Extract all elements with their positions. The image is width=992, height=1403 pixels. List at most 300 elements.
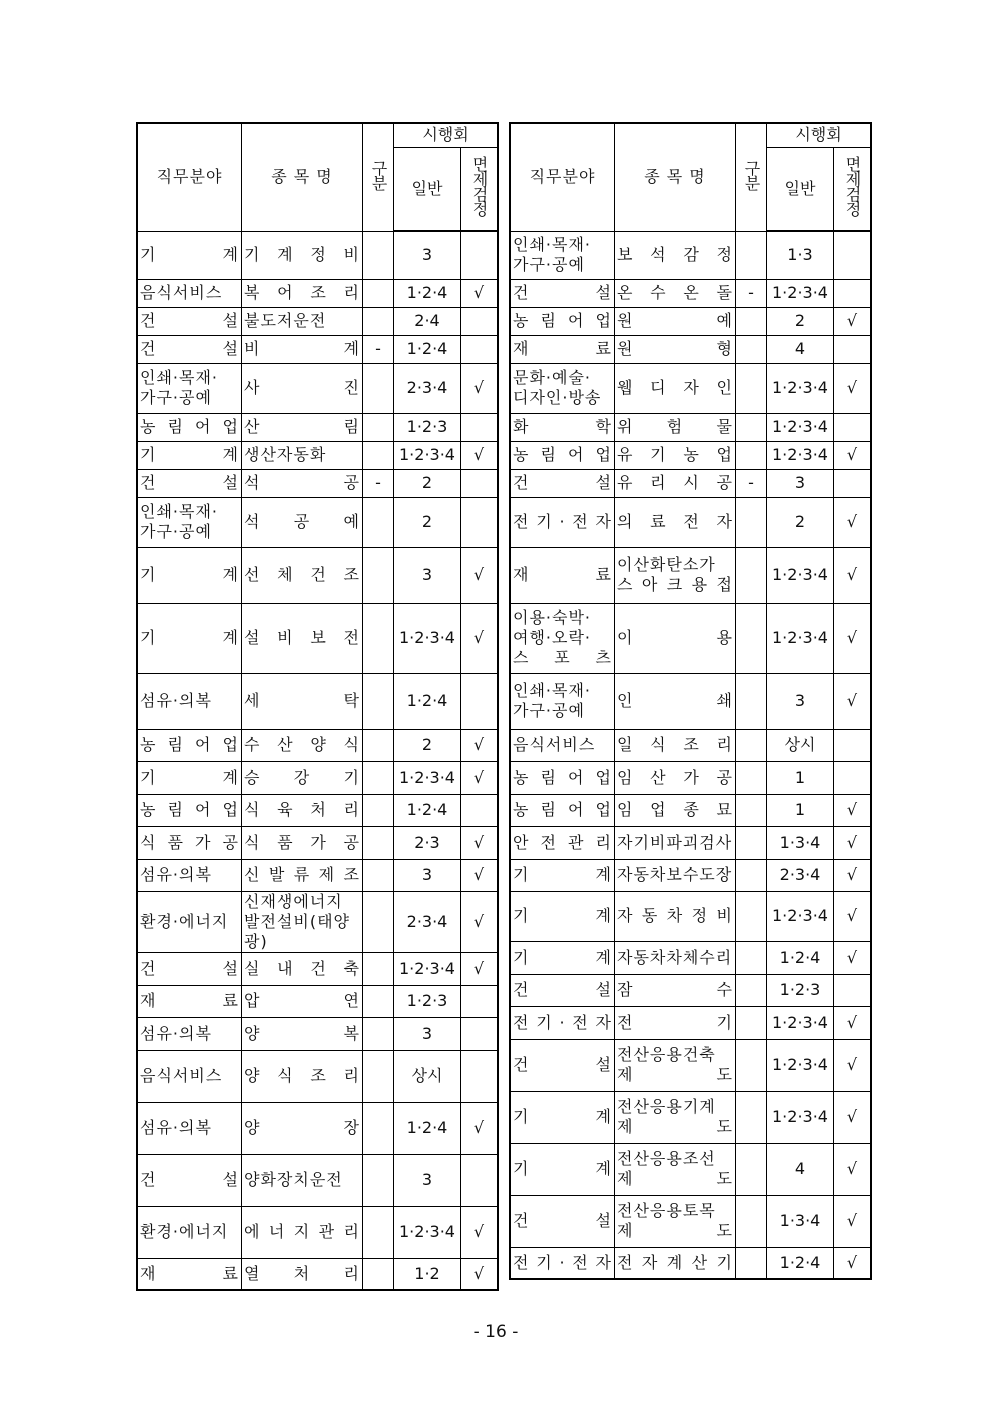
cell-name: [615, 974, 736, 1006]
header-field: [137, 123, 242, 231]
cell-name-line: 이 용: [617, 628, 733, 647]
cell-general: 1·2·3·4: [767, 891, 834, 941]
cell-division: [363, 1050, 394, 1102]
cell-division: [363, 729, 394, 761]
header-division-label: 구분: [742, 159, 761, 190]
left-table-body: [137, 231, 498, 1290]
cell-division: [363, 279, 394, 307]
cell-field-line: 기 계: [140, 767, 239, 787]
table-row: [510, 1143, 871, 1195]
cell-field: [137, 761, 242, 794]
cell-general: 2·3·4: [394, 891, 461, 952]
cell-name: [615, 859, 736, 891]
cell-general: 1·2·3·4: [767, 603, 834, 673]
cell-field: [510, 231, 615, 279]
cell-field-line: 농 림 어 업: [140, 800, 239, 819]
cell-field: [137, 1050, 242, 1102]
cell-field: [137, 413, 242, 441]
cell-name: [242, 891, 363, 952]
cell-name: [242, 859, 363, 891]
cell-general: 1·2·4: [394, 1102, 461, 1154]
cell-field-line: 인쇄·목재·: [140, 368, 218, 387]
cell-field-line: 스 포 츠: [513, 648, 612, 667]
cell-name: [615, 547, 736, 603]
cell-field-line: 가구·공예: [140, 522, 212, 541]
cell-general: 1·2·3·4: [394, 441, 461, 469]
cell-name-line: 복 어 조 리: [244, 283, 360, 302]
cell-field: [510, 1039, 615, 1091]
cell-field: [137, 985, 242, 1017]
cell-name: [615, 279, 736, 307]
cell-name: [615, 1091, 736, 1143]
cell-name: [615, 231, 736, 279]
cell-exempt: √: [461, 279, 499, 307]
cell-general: 2: [767, 497, 834, 547]
cell-exempt: [834, 729, 872, 761]
cell-field-line: 기 계: [140, 565, 239, 584]
cell-field: [510, 469, 615, 497]
cell-field-line: 화 학: [513, 417, 612, 436]
cell-field-line: 농 림 어 업: [513, 445, 612, 464]
cell-exempt: √: [834, 826, 872, 859]
cell-division: [736, 859, 767, 891]
cell-name: [615, 1195, 736, 1247]
cell-exempt: √: [461, 761, 499, 794]
table-row: [137, 1206, 498, 1258]
cell-exempt: [834, 974, 872, 1006]
table-row: [510, 1039, 871, 1091]
cell-field-line: 농 림 어 업: [513, 800, 612, 819]
cell-field-line: 재 료: [140, 1263, 239, 1283]
cell-name: [242, 335, 363, 363]
header-exempt-label: 면제검정: [470, 156, 489, 217]
cell-exempt: √: [834, 941, 872, 974]
cell-exempt: √: [834, 1091, 872, 1143]
cell-division: -: [363, 469, 394, 497]
cell-general: 2·3: [394, 826, 461, 859]
table-row: [510, 1195, 871, 1247]
cell-name-line: 실 내 건 축: [244, 958, 360, 978]
cell-name: [242, 469, 363, 497]
cell-field-line: 기 계: [513, 947, 612, 967]
cell-exempt: [461, 469, 499, 497]
cell-name: [242, 985, 363, 1017]
table-row: [510, 941, 871, 974]
cell-field: [137, 729, 242, 761]
cell-division: [736, 1247, 767, 1279]
cell-name: [615, 673, 736, 729]
cell-exempt: √: [834, 1195, 872, 1247]
cell-field: [510, 363, 615, 413]
cell-name: [615, 603, 736, 673]
cell-name: [242, 1258, 363, 1290]
cell-exempt: √: [834, 363, 872, 413]
cell-division: [363, 1102, 394, 1154]
cell-name-line: 양 장: [244, 1118, 360, 1137]
cell-field-line: 농 림 어 업: [513, 767, 612, 787]
cell-division: [363, 413, 394, 441]
cell-field: [137, 794, 242, 826]
table-row: [137, 413, 498, 441]
cell-exempt: √: [834, 794, 872, 826]
table-row: [510, 673, 871, 729]
table-row: [510, 497, 871, 547]
header-name-label: 종 목 명: [271, 167, 333, 187]
cell-field-line: 재 료: [513, 339, 612, 358]
cell-division: [736, 974, 767, 1006]
cell-exempt: √: [461, 826, 499, 859]
cell-division: [736, 761, 767, 794]
table-row: [510, 794, 871, 826]
cell-name: [615, 469, 736, 497]
cell-name: [615, 1247, 736, 1279]
cell-field-line: 이용·숙박·: [513, 608, 591, 627]
cell-field-line: 전 기 · 전 자: [513, 1252, 612, 1272]
cell-division: [736, 441, 767, 469]
table-row: [137, 603, 498, 673]
header-sessions-label: 시행회: [422, 125, 469, 145]
table-row: [137, 307, 498, 335]
cell-field-line: 건 설: [513, 980, 612, 999]
cell-division: [363, 1258, 394, 1290]
cell-division: [363, 1154, 394, 1206]
cell-field: [137, 859, 242, 891]
cell-name: [242, 1102, 363, 1154]
cell-field: [137, 497, 242, 547]
cell-field: [137, 603, 242, 673]
cell-field-line: 건 설: [513, 1211, 612, 1230]
cell-field-line: 기 계: [140, 445, 239, 464]
cell-field-line: 농 림 어 업: [140, 417, 239, 436]
cell-exempt: √: [834, 673, 872, 729]
cell-division: [363, 859, 394, 891]
cell-exempt: √: [461, 603, 499, 673]
cell-exempt: [461, 673, 499, 729]
cell-general: 1·2·4: [394, 279, 461, 307]
cell-general: 1·2·4: [394, 335, 461, 363]
cell-name-line: 석 공: [244, 473, 360, 492]
cell-division: [736, 307, 767, 335]
cell-field-line: 디자인·방송: [513, 388, 602, 407]
page-number: - 16 -: [473, 1322, 519, 1342]
table-row: [137, 891, 498, 952]
cell-name: [615, 794, 736, 826]
cell-name-line: 웹 디 자 인: [617, 378, 733, 397]
cell-general: 2: [394, 469, 461, 497]
cell-general: 2: [394, 497, 461, 547]
cell-field-line: 섬유·의복: [140, 865, 212, 884]
table-row: [510, 307, 871, 335]
cell-field: [137, 547, 242, 603]
cell-field: [510, 307, 615, 335]
left-table: [136, 122, 499, 1291]
header-sessions: [394, 123, 499, 147]
cell-name-line: 자기비파괴검사: [617, 832, 733, 852]
cell-name: [242, 1154, 363, 1206]
cell-field-line: 환경·에너지: [140, 1222, 229, 1241]
cell-exempt: [461, 335, 499, 363]
cell-name-line: 열 처 리: [244, 1263, 360, 1283]
table-row: [510, 761, 871, 794]
cell-field: [137, 441, 242, 469]
cell-name-line: 기 계 정 비: [244, 245, 360, 264]
cell-division: [736, 497, 767, 547]
cell-exempt: √: [834, 603, 872, 673]
cell-field: [510, 1006, 615, 1039]
cell-exempt: √: [461, 547, 499, 603]
cell-name-line: 전산응용조선: [617, 1149, 716, 1168]
cell-exempt: √: [834, 547, 872, 603]
cell-name: [242, 1017, 363, 1050]
cell-name-line: 전산응용기계: [617, 1097, 716, 1116]
cell-field-line: 기 계: [140, 628, 239, 647]
cell-division: [363, 1206, 394, 1258]
cell-exempt: √: [834, 891, 872, 941]
cell-name: [615, 826, 736, 859]
cell-name-line: 임 업 종 묘: [617, 800, 733, 819]
table-row: [510, 547, 871, 603]
cell-name-line: 원 형: [617, 339, 733, 358]
cell-division: [363, 952, 394, 985]
cell-general: 4: [767, 1143, 834, 1195]
cell-general: 2: [767, 307, 834, 335]
cell-field-line: 문화·예술·: [513, 368, 591, 387]
cell-division: [736, 413, 767, 441]
cell-name-line: 제 도: [617, 1221, 733, 1240]
cell-field-line: 식 품 가 공: [140, 832, 239, 852]
cell-name-line: 온 수 온 돌: [617, 283, 733, 302]
cell-general: 1·2·4: [394, 794, 461, 826]
cell-general: 1·2·3·4: [394, 603, 461, 673]
cell-name-line: 신재생에너지: [244, 891, 343, 911]
cell-field-line: 건 설: [140, 473, 239, 492]
cell-name-line: 잠 수: [617, 980, 733, 999]
header-general: [767, 147, 834, 231]
cell-name-line: 이산화탄소가: [617, 555, 716, 574]
cell-exempt: [461, 1154, 499, 1206]
cell-name: [242, 413, 363, 441]
cell-exempt: √: [461, 441, 499, 469]
cell-general: 3: [394, 231, 461, 279]
cell-exempt: √: [834, 441, 872, 469]
cell-general: 4: [767, 335, 834, 363]
cell-division: [736, 1091, 767, 1143]
cell-name-line: 양 식 조 리: [244, 1066, 360, 1085]
cell-name-line: 인 쇄: [617, 691, 733, 710]
table-row: [510, 826, 871, 859]
cell-exempt: √: [461, 952, 499, 985]
cell-field-line: 안 전 관 리: [513, 832, 612, 852]
cell-field-line: 기 계: [513, 1107, 612, 1126]
table-row: [137, 547, 498, 603]
cell-field-line: 농 림 어 업: [513, 311, 612, 330]
cell-exempt: √: [461, 1102, 499, 1154]
cell-general: 3: [394, 1154, 461, 1206]
cell-name: [615, 891, 736, 941]
cell-field: [510, 497, 615, 547]
cell-name-line: 식 육 처 리: [244, 800, 360, 819]
table-row: [137, 794, 498, 826]
cell-division: [363, 761, 394, 794]
cell-field-line: 음식서비스: [513, 735, 596, 754]
cell-exempt: [834, 231, 872, 279]
header-sessions: [767, 123, 872, 147]
cell-field: [510, 891, 615, 941]
cell-name: [242, 603, 363, 673]
cell-exempt: [461, 497, 499, 547]
cell-general: 1·2: [394, 1258, 461, 1290]
table-row: [137, 1017, 498, 1050]
cell-name-line: 일 식 조 리: [617, 735, 733, 754]
cell-division: [363, 673, 394, 729]
header-field: [510, 123, 615, 231]
cell-name-line: 유 기 농 업: [617, 445, 733, 464]
cell-name-line: 자동차차체수리: [617, 947, 733, 967]
header-field-label: 직무분야: [529, 167, 596, 187]
cell-general: 2·3·4: [394, 363, 461, 413]
cell-division: [363, 794, 394, 826]
cell-division: [363, 497, 394, 547]
cell-name-line: 불도저운전: [244, 311, 327, 330]
table-row: [137, 1102, 498, 1154]
cell-name-line: 제 도: [617, 1169, 733, 1188]
header-sessions-label: 시행회: [795, 125, 842, 145]
cell-exempt: √: [834, 1143, 872, 1195]
cell-field: [510, 603, 615, 673]
cell-name-line: 에 너 지 관 리: [244, 1222, 360, 1241]
cell-general: 1·3·4: [767, 826, 834, 859]
cell-name: [242, 761, 363, 794]
cell-exempt: √: [461, 1258, 499, 1290]
cell-field: [137, 826, 242, 859]
cell-name-line: 의 료 전 자: [617, 512, 733, 531]
cell-field-line: 섬유·의복: [140, 1118, 212, 1137]
cell-exempt: √: [834, 1006, 872, 1039]
table-row: [510, 335, 871, 363]
table-row: [137, 952, 498, 985]
cell-division: -: [736, 469, 767, 497]
cell-field-line: 기 계: [513, 1159, 612, 1178]
cell-name-line: 식 품 가 공: [244, 832, 360, 852]
cell-general: 1·2·3: [394, 985, 461, 1017]
cell-name: [242, 826, 363, 859]
cell-exempt: √: [461, 363, 499, 413]
cell-exempt: [461, 231, 499, 279]
cell-division: [736, 335, 767, 363]
cell-exempt: √: [461, 729, 499, 761]
cell-name: [615, 307, 736, 335]
cell-name-line: 양화장치운전: [244, 1170, 343, 1189]
cell-name: [242, 1050, 363, 1102]
table-row: [137, 363, 498, 413]
cell-field-line: 환경·에너지: [140, 911, 229, 931]
cell-field-line: 가구·공예: [140, 388, 212, 407]
cell-name-line: 발전설비(태양광): [244, 911, 350, 951]
header-name-label: 종 목 명: [644, 167, 706, 187]
cell-field-line: 가구·공예: [513, 701, 585, 720]
cell-field-line: 재 료: [140, 991, 239, 1010]
cell-name-line: 양 복: [244, 1023, 360, 1043]
cell-field: [137, 891, 242, 952]
cell-field: [137, 1017, 242, 1050]
cell-field: [510, 547, 615, 603]
header-exempt-label: 면제검정: [843, 156, 862, 217]
cell-name-line: 선 체 건 조: [244, 565, 360, 584]
cell-exempt: √: [834, 859, 872, 891]
cell-division: [736, 826, 767, 859]
cell-field: [510, 761, 615, 794]
cell-name-line: 전 기: [617, 1012, 733, 1032]
cell-name-line: 세 탁: [244, 691, 360, 710]
header-name: [242, 123, 363, 231]
cell-name-line: 석 공 예: [244, 512, 360, 531]
cell-general: 1·2·3: [767, 974, 834, 1006]
cell-division: -: [736, 279, 767, 307]
cell-field-line: 기 계: [513, 865, 612, 884]
table-row: [137, 673, 498, 729]
cell-field: [510, 441, 615, 469]
cell-general: 3: [767, 673, 834, 729]
header-general-label: 일반: [784, 178, 816, 198]
cell-field: [137, 1154, 242, 1206]
header-general: [394, 147, 461, 231]
cell-name: [242, 794, 363, 826]
table-row: [137, 761, 498, 794]
cell-name-line: 승 강 기: [244, 767, 360, 787]
cell-field: [137, 1102, 242, 1154]
table-row: [137, 497, 498, 547]
table-row: [510, 441, 871, 469]
cell-field-line: 인쇄·목재·: [513, 681, 591, 700]
cell-division: [363, 1017, 394, 1050]
cell-name: [615, 1143, 736, 1195]
cell-general: 2: [394, 729, 461, 761]
cell-general: 1·2·3·4: [394, 1206, 461, 1258]
cell-division: [363, 547, 394, 603]
cell-field-line: 기 계: [513, 906, 612, 925]
cell-division: -: [363, 335, 394, 363]
cell-division: [736, 1143, 767, 1195]
table-row: [510, 729, 871, 761]
cell-general: 3: [394, 859, 461, 891]
cell-field-line: 건 설: [513, 1055, 612, 1074]
cell-general: 1·2·3·4: [767, 363, 834, 413]
cell-name: [242, 441, 363, 469]
cell-division: [736, 1006, 767, 1039]
table-row: [510, 1091, 871, 1143]
cell-exempt: √: [834, 307, 872, 335]
cell-field-line: 재 료: [513, 565, 612, 584]
cell-field: [510, 1091, 615, 1143]
cell-division: [363, 363, 394, 413]
cell-field-line: 인쇄·목재·: [140, 502, 218, 521]
table-row: [137, 335, 498, 363]
table-row: [510, 974, 871, 1006]
table-row: [137, 1050, 498, 1102]
header-division: [736, 123, 767, 231]
cell-field-line: 건 설: [140, 958, 239, 978]
cell-division: [363, 603, 394, 673]
cell-name-line: 위 험 물: [617, 417, 733, 436]
table-row: [510, 469, 871, 497]
cell-division: [736, 794, 767, 826]
cell-name: [615, 761, 736, 794]
cell-field: [137, 335, 242, 363]
cell-name-line: 전산응용토목: [617, 1201, 716, 1220]
cell-exempt: √: [461, 1206, 499, 1258]
cell-name: [242, 231, 363, 279]
cell-field: [510, 859, 615, 891]
